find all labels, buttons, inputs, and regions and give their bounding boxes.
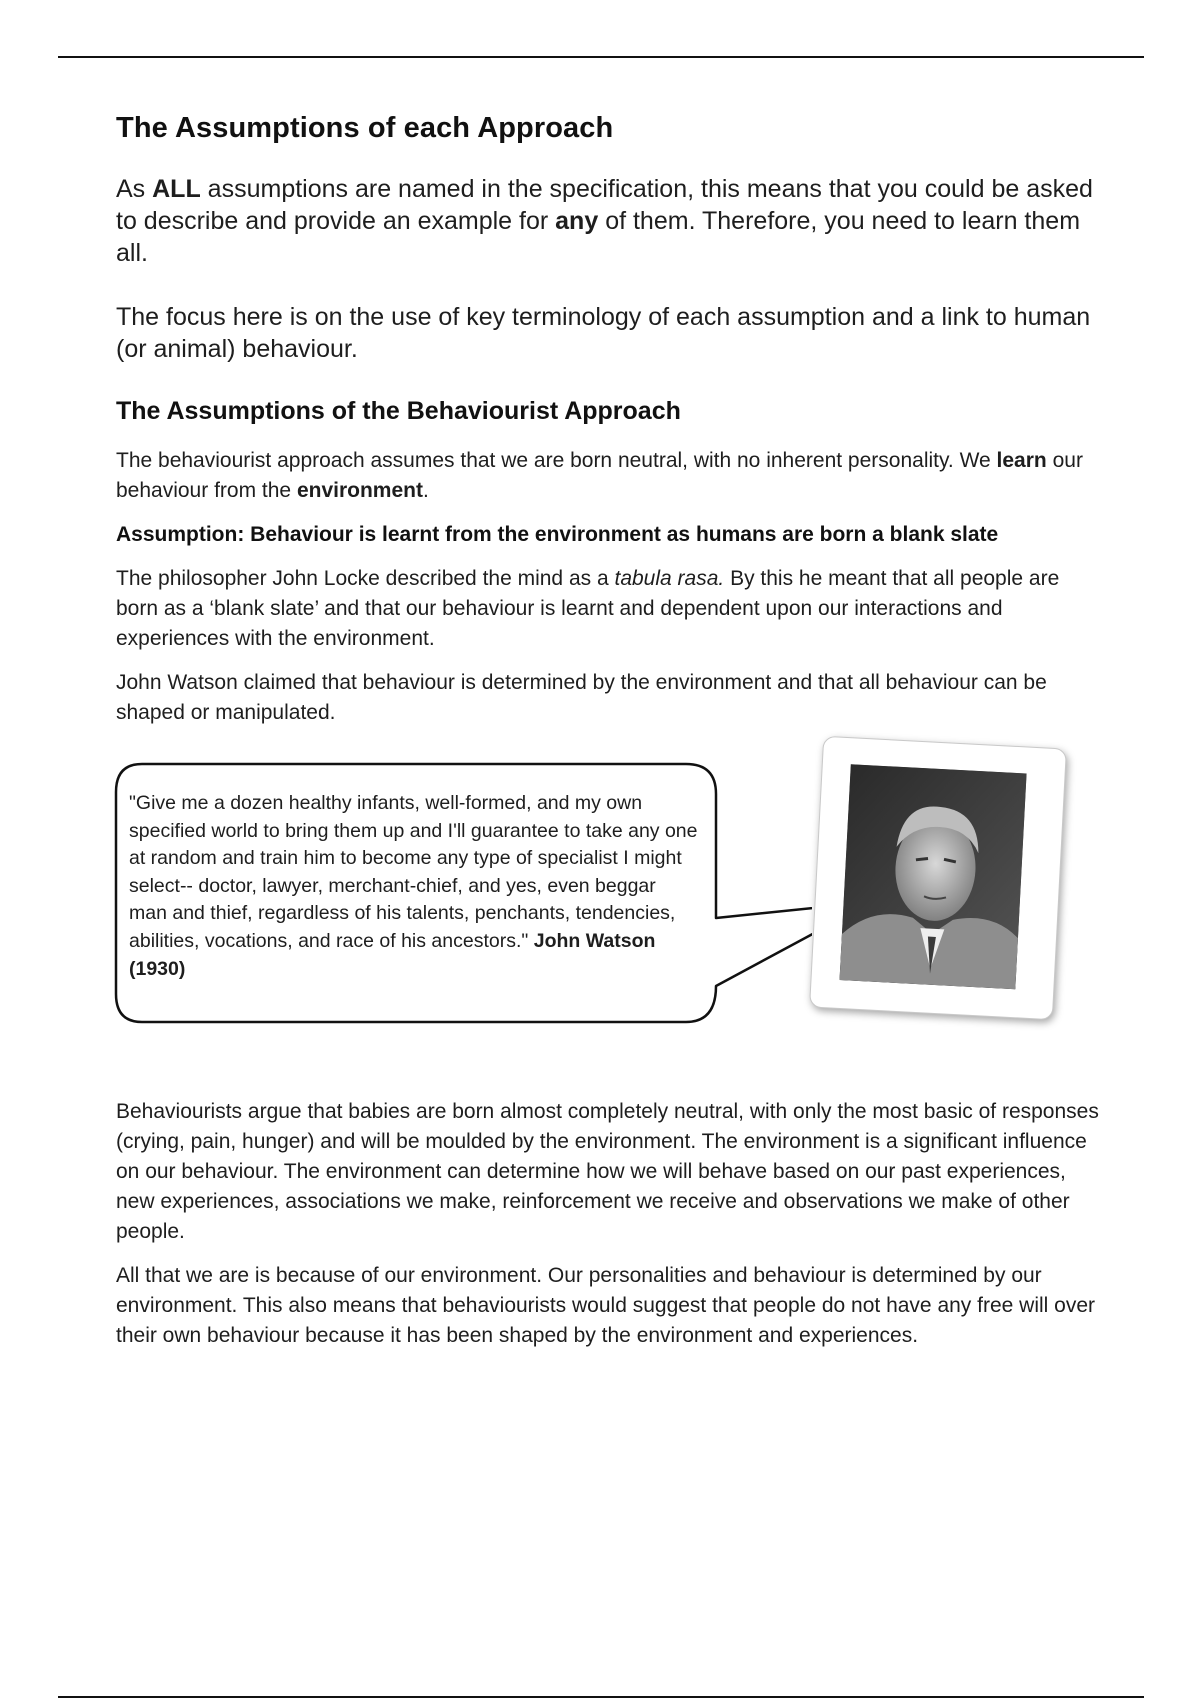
behaviourist-intro-paragraph: The behaviourist approach assumes that we are born neutral, with no inherent personality. We learn our behaviour from the environment. <box>116 449 1083 502</box>
bottom-rule <box>58 1696 1144 1698</box>
page-content <box>116 112 1106 1365</box>
assumption-heading: Assumption: Behaviour is learnt from the environment as humans are born a blank slate <box>116 523 999 546</box>
intro-paragraph-1: As ALL assumptions are named in the specification, this means that you could be asked to describe and provide an example for any of them. Therefore, you need to learn them all. <box>116 175 1093 267</box>
section-body <box>116 446 1106 1351</box>
john-watson-portrait <box>840 764 1027 989</box>
intro-paragraph-2: The focus here is on the use of key terminology of each assumption and a link to human (or animal) behaviour. <box>116 303 1091 363</box>
page-title: The Assumptions of each Approach <box>116 112 614 144</box>
locke-paragraph: The philosopher John Locke described the mind as a tabula rasa. By this he meant that all people are born as a ‘blank slate’ and that our behaviour is learnt and dependent upon our interactions and experiences with the environment. <box>116 567 1060 650</box>
watson-paragraph: John Watson claimed that behaviour is determined by the environment and that all behaviour can be shaped or manipulated. <box>116 671 1047 724</box>
photo-frame <box>809 736 1067 1020</box>
environment-paragraph: All that we are is because of our environment. Our personalities and behaviour is determined by our environment. This also means that behaviourists would suggest that people do not have any free will over their own behaviour because it has been shaped by the environment and experiences. <box>116 1264 1096 1347</box>
closing-paragraphs <box>116 1097 1106 1351</box>
top-rule <box>58 56 1144 58</box>
babies-paragraph: Behaviourists argue that babies are born almost completely neutral, with only the most basic of responses (crying, pain, hunger) and will be moulded by the environment. The environment is a significant influence on our behaviour. The environment can determine how we will behave based on our past experiences, new experiences, associations we make, reinforcement we receive and observations we make of other people. <box>116 1100 1099 1243</box>
intro <box>116 173 1106 365</box>
watson-quote: "Give me a dozen healthy infants, well-formed, and my own specified world to bring them up and I'll guarantee to take any one at random and train him to become any type of specialist I might select-- doctor, lawyer, merchant-chief, and yes, even beggar man and thief, regardless of his talents, penchants, tendencies, abilities, vocations, and race of his ancestors." John Watson (1930) <box>129 792 698 980</box>
quote-figure <box>116 742 1106 1097</box>
section-heading: The Assumptions of the Behaviourist Approach <box>116 397 681 425</box>
